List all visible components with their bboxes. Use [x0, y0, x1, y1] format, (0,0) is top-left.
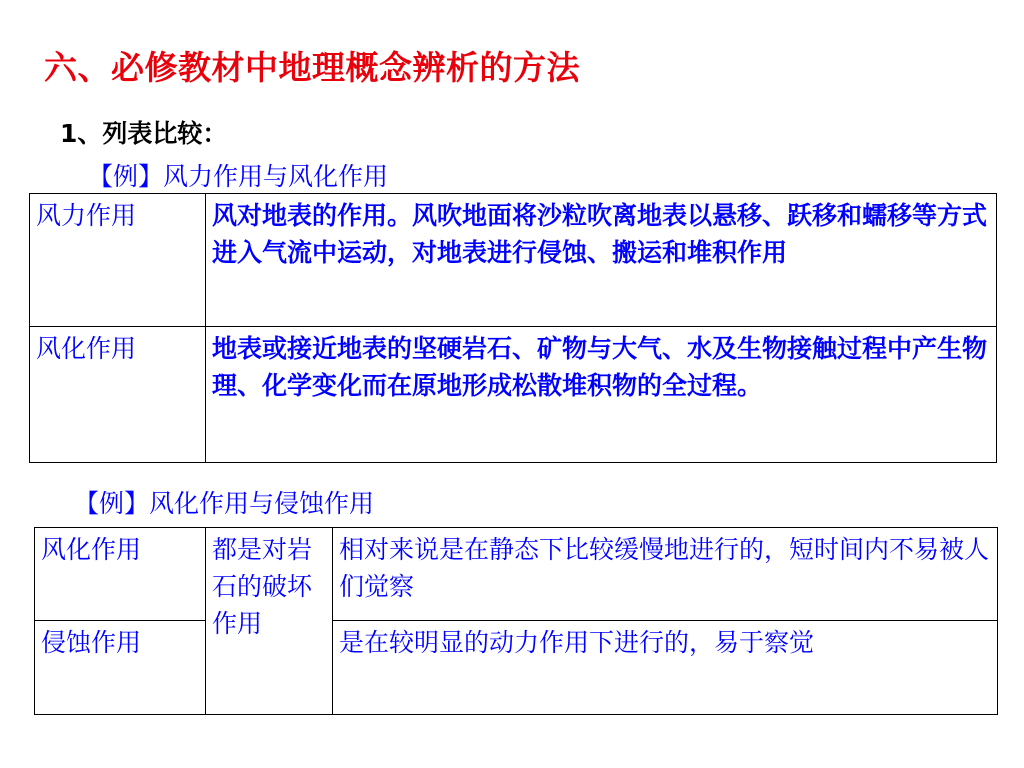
shared-cell: 都是对岩石的破坏作用: [206, 528, 333, 715]
table-row: [35, 528, 998, 621]
term-cell: 风化作用: [30, 327, 206, 463]
example-1-label: 【例】风力作用与风化作用: [88, 162, 389, 191]
table-row: [35, 621, 998, 715]
section-subtitle: 1、列表比较：: [60, 119, 228, 148]
definition-cell: 地表或接近地表的坚硬岩石、矿物与大气、水及生物接触过程中产生物理、化学变化而在原地形成松散堆积物的全过程。: [206, 327, 997, 463]
definition-cell: 是在较明显的动力作用下进行的，易于察觉: [333, 621, 998, 715]
term-cell: 风力作用: [30, 194, 206, 327]
term-cell: 侵蚀作用: [35, 621, 206, 715]
definition-cell: 风对地表的作用。风吹地面将沙粒吹离地表以悬移、跃移和蠕移等方式进入气流中运动，对地表进行侵蚀、搬运和堆积作用: [206, 194, 997, 327]
comparison-table-2: [34, 527, 998, 715]
comparison-table-1: [29, 193, 997, 463]
slide-title: 六、必修教材中地理概念辨析的方法: [44, 48, 580, 87]
term-cell: 风化作用: [35, 528, 206, 621]
table-row: [30, 327, 997, 463]
example-2-label: 【例】风化作用与侵蚀作用: [74, 489, 375, 518]
definition-cell: 相对来说是在静态下比较缓慢地进行的，短时间内不易被人们觉察: [333, 528, 998, 621]
table-row: [30, 194, 997, 327]
